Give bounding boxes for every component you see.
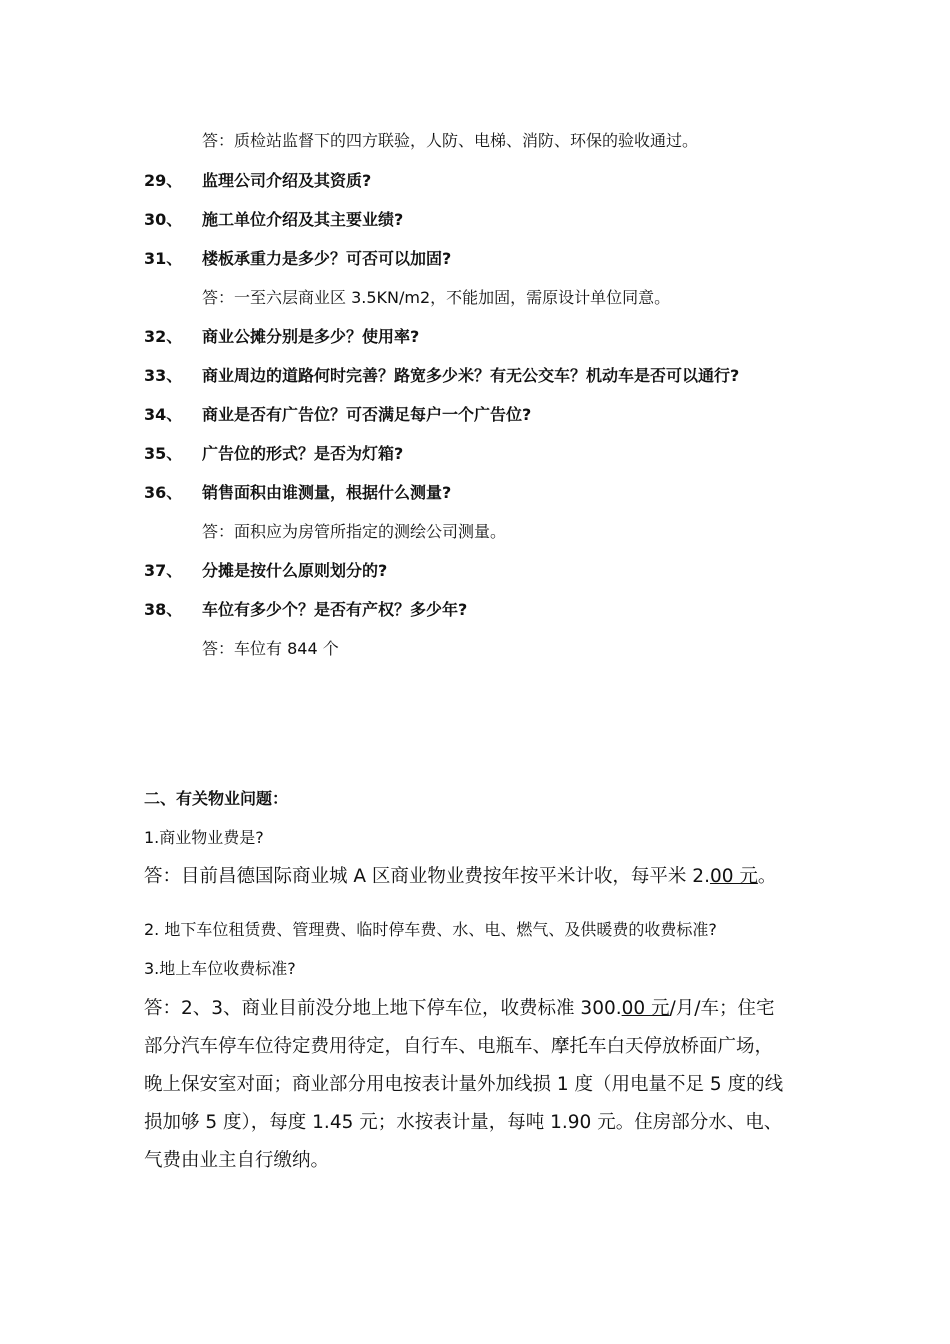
question-35-text: 广告位的形式？是否为灯箱? (202, 444, 404, 463)
property-answer-2-3-line-3: 晚上保安室对面；商业部分用电按表计量外加线损 1 度（用电量不足 5 度的线 (144, 1074, 784, 1095)
answer-1-text: 答：目前昌德国际商业城 A 区商业物业费按年按平米计收，每平米 2. (144, 866, 710, 887)
answer-23-text-end: /月/车；住宅 (669, 998, 775, 1019)
answer-38: 答：车位有 844 个 (202, 639, 339, 658)
answer-31: 答：一至六层商业区 3.5KN/m2，不能加固，需原设计单位同意。 (202, 288, 671, 307)
section-title-property: 二、有关物业问题： (144, 789, 289, 808)
question-32-number: 32、 (144, 327, 183, 346)
question-30-number: 30、 (144, 210, 183, 229)
question-29-text: 监理公司介绍及其资质? (202, 171, 372, 190)
answer-23-text: 答：2、3、商业目前没分地上地下停车位，收费标准 300. (144, 998, 622, 1019)
question-33-text: 商业周边的道路何时完善？路宽多少米？有无公交车？机动车是否可以通行? (202, 366, 740, 385)
question-35-number: 35、 (144, 444, 183, 463)
property-answer-2-3-line-5: 气费由业主自行缴纳。 (144, 1150, 330, 1171)
question-38-text: 车位有多少个？是否有产权？多少年? (202, 600, 468, 619)
question-33-number: 33、 (144, 366, 183, 385)
answer-1-underlined-amount: 00 元 (709, 866, 758, 887)
property-answer-1 (144, 862, 776, 888)
property-answer-2-3-line-2: 部分汽车停车位待定费用待定，自行车、电瓶车、摩托车白天停放桥面广场， (144, 1036, 774, 1057)
answer-28: 答：质检站监督下的四方联验，人防、电梯、消防、环保的验收通过。 (202, 131, 699, 150)
property-question-1: 1.商业物业费是? (144, 828, 264, 847)
question-29-number: 29、 (144, 171, 183, 190)
question-38-number: 38、 (144, 600, 183, 619)
question-36-text: 销售面积由谁测量，根据什么测量? (202, 483, 452, 502)
answer-1-end: 。 (757, 866, 777, 887)
question-34-number: 34、 (144, 405, 183, 424)
question-36-number: 36、 (144, 483, 183, 502)
question-32-text: 商业公摊分别是多少？使用率? (202, 327, 420, 346)
property-question-3: 3.地上车位收费标准? (144, 959, 296, 978)
question-31-text: 楼板承重力是多少？可否可以加固? (202, 249, 452, 268)
answer-36: 答：面积应为房管所指定的测绘公司测量。 (202, 522, 507, 541)
answer-23-underlined-amount: 00 元 (621, 998, 670, 1019)
question-31-number: 31、 (144, 249, 183, 268)
property-answer-2-3-line-4: 损加够 5 度），每度 1.45 元；水按表计量，每吨 1.90 元。住房部分水、电、 (144, 1112, 783, 1133)
question-34-text: 商业是否有广告位？可否满足每户一个广告位? (202, 405, 532, 424)
question-30-text: 施工单位介绍及其主要业绩? (202, 210, 404, 229)
question-37-number: 37、 (144, 561, 183, 580)
property-answer-2-3-line-1 (144, 994, 775, 1020)
property-question-2: 2. 地下车位租赁费、管理费、临时停车费、水、电、燃气、及供暖费的收费标准? (144, 920, 717, 939)
question-37-text: 分摊是按什么原则划分的? (202, 561, 388, 580)
